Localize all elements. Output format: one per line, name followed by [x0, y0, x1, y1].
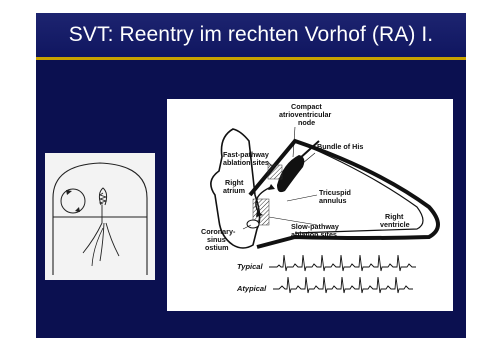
label-compact-node-2: atrioventricular: [279, 110, 332, 119]
label-right-ventricle-2: ventricle: [380, 220, 410, 229]
label-bundle-his: Bundle of His: [317, 142, 364, 151]
title-bar: [36, 13, 466, 57]
label-compact-node-3: node: [298, 118, 316, 127]
ecg-label-typical: Typical: [237, 262, 263, 271]
label-fast-pathway-2: ablation sites: [223, 158, 269, 167]
heart-diagram: [167, 99, 453, 311]
label-compact-node-1: Compact: [291, 102, 322, 111]
ecg-label-atypical: Atypical: [237, 284, 267, 293]
reentry-schematic: [45, 153, 155, 280]
ecg-atypical-trace: [273, 277, 413, 293]
reentry-circle: [61, 189, 85, 213]
label-right-atrium-1: Right: [225, 178, 244, 187]
label-slow-pathway-1: Slow-pathway: [291, 222, 339, 231]
label-slow-pathway-2: ablation sites: [291, 230, 337, 239]
ecg-typical-trace: [269, 255, 416, 271]
label-tricuspid-2: annulus: [319, 196, 347, 205]
coronary-sinus-ostium: [247, 220, 259, 228]
label-right-ventricle-1: Right: [385, 212, 404, 221]
label-coronary-3: ostium: [205, 243, 229, 252]
title-underline: [36, 57, 466, 60]
slide-title: SVT: Reentry im rechten Vorhof (RA) I.: [68, 23, 434, 46]
label-coronary-2: sinus: [207, 235, 226, 244]
label-tricuspid-1: Tricuspid: [319, 188, 351, 197]
label-fast-pathway-1: Fast-pathway: [223, 150, 269, 159]
label-coronary-1: Coronary-: [201, 227, 236, 236]
label-right-atrium-2: atrium: [223, 186, 245, 195]
slide: [36, 13, 466, 338]
fast-pathway-site: [268, 165, 282, 179]
